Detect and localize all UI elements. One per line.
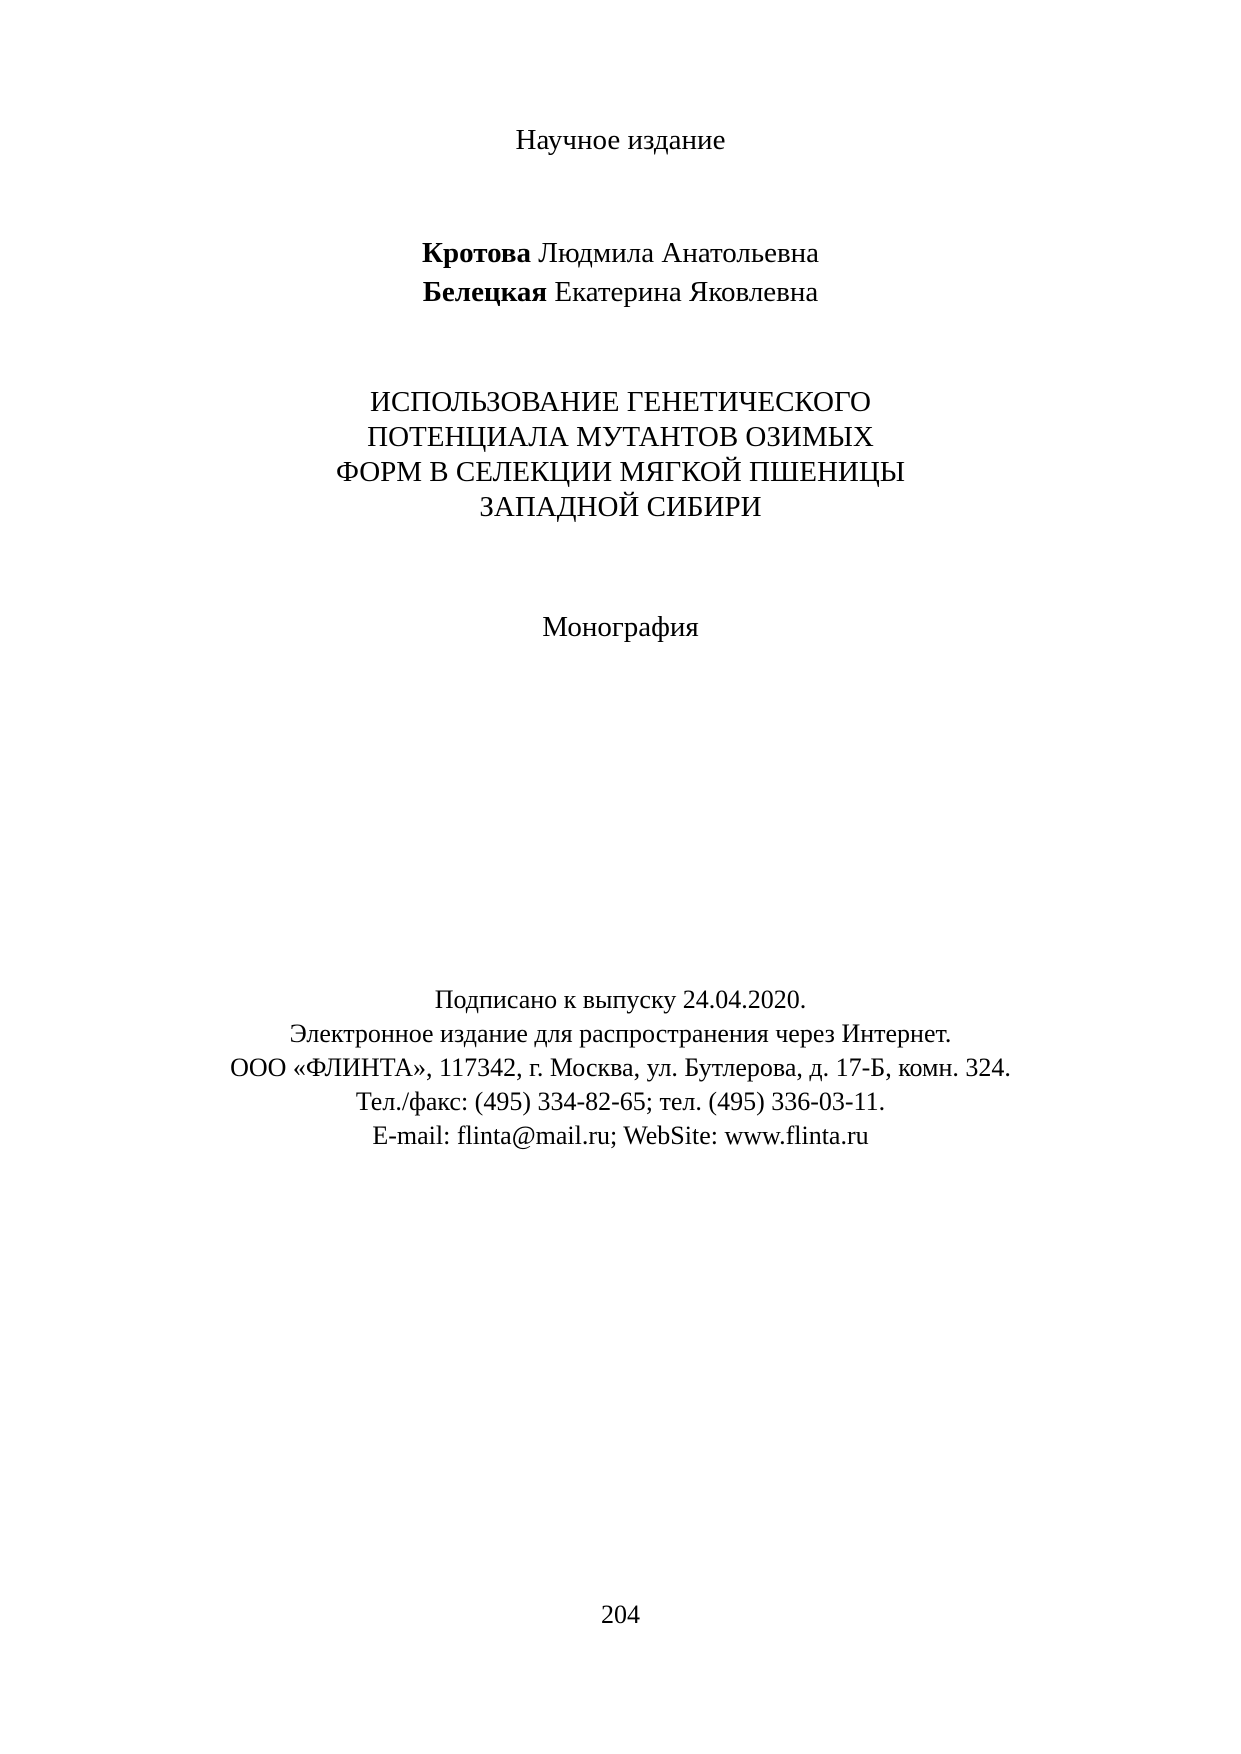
title-line: ПОТЕНЦИАЛА МУТАНТОВ ОЗИМЫХ (367, 421, 874, 453)
author-2 (0, 274, 1241, 310)
imprint-line: Электронное издание для распространения через Интернет. (289, 1019, 952, 1048)
title-line: ИСПОЛЬЗОВАНИЕ ГЕНЕТИЧЕСКОГО (370, 386, 871, 418)
page-number: 204 (601, 1600, 640, 1629)
imprint-line: ООО «ФЛИНТА», 117342, г. Москва, ул. Бутлерова, д. 17-Б, комн. 324. (230, 1053, 1011, 1082)
edition-type: Научное издание (515, 124, 726, 156)
author-1-given-names: Людмила Анатольевна (538, 237, 820, 269)
imprint-line: Тел./факс: (495) 334-82-65; тел. (495) 336-03-11. (355, 1087, 886, 1116)
author-2-given-names: Екатерина Яковлевна (554, 276, 819, 308)
imprint-line: Подписано к выпуску 24.04.2020. (434, 985, 807, 1014)
author-1-surname: Кротова (421, 237, 532, 269)
author-1 (0, 235, 1241, 271)
title-line: ФОРМ В СЕЛЕКЦИИ МЯГКОЙ ПШЕНИЦЫ (335, 456, 906, 488)
imprint-line: E-mail: flinta@mail.ru; WebSite: www.flinta.ru (372, 1121, 869, 1150)
imprint-block (0, 983, 1241, 1153)
book-title (0, 385, 1241, 525)
title-line: ЗАПАДНОЙ СИБИРИ (479, 491, 762, 523)
genre: Монография (542, 611, 699, 643)
author-2-surname: Белецкая (422, 276, 548, 308)
